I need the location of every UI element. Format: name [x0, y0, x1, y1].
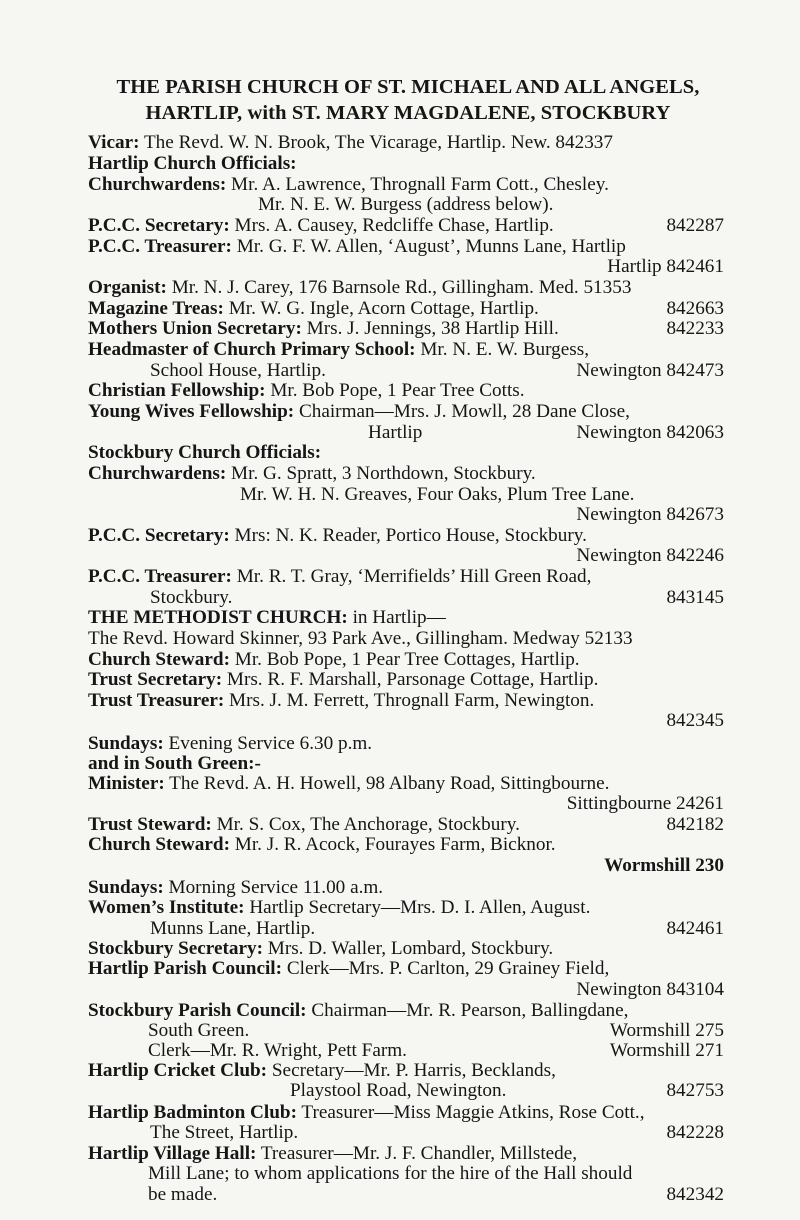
section-heading-hartlip-officials: Hartlip Church Officials:: [88, 153, 297, 174]
stockbury-churchwardens-phone: Newington 842673: [576, 504, 724, 525]
methodist-trust-secretary-entry: Trust Secretary: Mrs. R. F. Marshall, Parsonage Cottage, Hartlip.: [88, 669, 599, 690]
hartlip-churchwardens-entry: Churchwardens: Mr. A. Lawrence, Thrognall Farm Cott., Chesley.: [88, 174, 609, 195]
south-green-church-steward-phone: Wormshill 230: [604, 855, 724, 876]
village-hall-entry: Hartlip Village Hall: Treasurer—Mr. J. F. Chandler, Millstede,: [88, 1143, 578, 1164]
hartlip-churchwardens-continued: Mr. N. E. W. Burgess (address below).: [258, 194, 554, 215]
hartlip-pcc-secretary-phone: 842287: [666, 215, 724, 236]
south-green-minister-entry: Minister: The Revd. A. H. Howell, 98 Albany Road, Sittingbourne.: [88, 773, 610, 794]
methodist-minister-entry: The Revd. Howard Skinner, 93 Park Ave., Gillingham. Medway 52133: [88, 628, 633, 649]
womens-institute-entry: Women’s Institute: Hartlip Secretary—Mrs. D. I. Allen, August.: [88, 897, 591, 918]
south-green-sunday-service: Sundays: Morning Service 11.00 a.m.: [88, 877, 384, 898]
stockbury-secretary-entry: Stockbury Secretary: Mrs. D. Waller, Lombard, Stockbury.: [88, 938, 554, 959]
stockbury-parish-council-phone: Wormshill 275: [609, 1020, 724, 1041]
hartlip-pcc-treasurer-phone: Hartlip 842461: [607, 256, 724, 277]
south-green-trust-steward-entry: Trust Steward: Mr. S. Cox, The Anchorage, Stockbury.: [88, 814, 520, 835]
mothers-union-entry: Mothers Union Secretary: Mrs. J. Jennings, 38 Hartlip Hill.: [88, 318, 559, 339]
womens-institute-address: Munns Lane, Hartlip.: [150, 918, 316, 939]
badminton-club-phone: 842228: [666, 1122, 724, 1143]
stockbury-pcc-secretary-entry: P.C.C. Secretary: Mrs: N. K. Reader, Portico House, Stockbury.: [88, 525, 587, 546]
methodist-trust-treasurer-phone: 842345: [666, 710, 724, 731]
vicar-entry: Vicar: The Revd. W. N. Brook, The Vicarage, Hartlip. New. 842337: [88, 132, 613, 153]
hartlip-parish-council-phone: Newington 843104: [576, 979, 724, 1000]
stockbury-pcc-treasurer-phone: 843145: [666, 587, 724, 608]
young-wives-phone: Newington 842063: [576, 422, 724, 443]
stockbury-parish-clerk-entry: Clerk—Mr. R. Wright, Pett Farm.: [148, 1040, 407, 1061]
south-green-trust-steward-phone: 842182: [666, 814, 724, 835]
village-hall-phone: 842342: [666, 1184, 724, 1205]
south-green-heading: and in South Green:-: [88, 753, 261, 774]
stockbury-pcc-treasurer-entry: P.C.C. Treasurer: Mr. R. T. Gray, ‘Merrifields’ Hill Green Road,: [88, 566, 592, 587]
methodist-church-heading: THE METHODIST CHURCH: in Hartlip—: [88, 607, 446, 628]
mothers-union-phone: 842233: [666, 318, 724, 339]
badminton-club-entry: Hartlip Badminton Club: Treasurer—Miss Maggie Atkins, Rose Cott.,: [88, 1102, 645, 1123]
church-title-line-1: THE PARISH CHURCH OF ST. MICHAEL AND ALL ANGELS,: [116, 76, 700, 98]
stockbury-churchwardens-entry: Churchwardens: Mr. G. Spratt, 3 Northdown, Stockbury.: [88, 463, 536, 484]
headmaster-entry: Headmaster of Church Primary School: Mr. N. E. W. Burgess,: [88, 339, 589, 360]
headmaster-phone: Newington 842473: [576, 360, 724, 381]
magazine-treasurer-entry: Magazine Treas: Mr. W. G. Ingle, Acorn Cottage, Hartlip.: [88, 298, 539, 319]
methodist-church-steward-entry: Church Steward: Mr. Bob Pope, 1 Pear Tree Cottages, Hartlip.: [88, 649, 580, 670]
stockbury-pcc-treasurer-address: Stockbury.: [150, 587, 233, 608]
stockbury-churchwardens-continued: Mr. W. H. N. Greaves, Four Oaks, Plum Tree Lane.: [240, 484, 635, 505]
village-hall-note: be made.: [148, 1184, 218, 1205]
hartlip-pcc-secretary-entry: P.C.C. Secretary: Mrs. A. Causey, Redcliffe Chase, Hartlip.: [88, 215, 554, 236]
hartlip-parish-council-entry: Hartlip Parish Council: Clerk—Mrs. P. Carlton, 29 Grainey Field,: [88, 958, 610, 979]
stockbury-parish-clerk-phone: Wormshill 271: [609, 1040, 724, 1061]
stockbury-parish-council-address: South Green.: [148, 1020, 250, 1041]
hartlip-pcc-treasurer-entry: P.C.C. Treasurer: Mr. G. F. W. Allen, ‘August’, Munns Lane, Hartlip: [88, 236, 626, 257]
stockbury-pcc-secretary-phone: Newington 842246: [576, 545, 724, 566]
section-heading-stockbury-officials: Stockbury Church Officials:: [88, 442, 322, 463]
headmaster-address: School House, Hartlip.: [150, 360, 326, 381]
church-title-line-2: HARTLIP, with ST. MARY MAGDALENE, STOCKBURY: [145, 102, 671, 124]
hartlip-sunday-service: Sundays: Evening Service 6.30 p.m.: [88, 733, 373, 754]
cricket-club-phone: 842753: [666, 1080, 724, 1101]
womens-institute-phone: 842461: [666, 918, 724, 939]
christian-fellowship-entry: Christian Fellowship: Mr. Bob Pope, 1 Pear Tree Cotts.: [88, 380, 525, 401]
south-green-church-steward-entry: Church Steward: Mr. J. R. Acock, Fourayes Farm, Bicknor.: [88, 834, 556, 855]
magazine-treasurer-phone: 842663: [666, 298, 724, 319]
young-wives-address: Hartlip: [368, 422, 423, 443]
cricket-club-entry: Hartlip Cricket Club: Secretary—Mr. P. Harris, Becklands,: [88, 1060, 556, 1081]
young-wives-entry: Young Wives Fellowship: Chairman—Mrs. J. Mowll, 28 Dane Close,: [88, 401, 630, 422]
methodist-trust-treasurer-entry: Trust Treasurer: Mrs. J. M. Ferrett, Thrognall Farm, Newington.: [88, 690, 595, 711]
cricket-club-address: Playstool Road, Newington.: [290, 1080, 507, 1101]
badminton-club-address: The Street, Hartlip.: [150, 1122, 299, 1143]
organist-entry: Organist: Mr. N. J. Carey, 176 Barnsole Rd., Gillingham. Med. 51353: [88, 277, 632, 298]
stockbury-parish-council-entry: Stockbury Parish Council: Chairman—Mr. R. Pearson, Ballingdane,: [88, 1000, 629, 1021]
south-green-minister-phone: Sittingbourne 24261: [566, 793, 724, 814]
village-hall-address: Mill Lane; to whom applications for the hire of the Hall should: [148, 1163, 633, 1184]
